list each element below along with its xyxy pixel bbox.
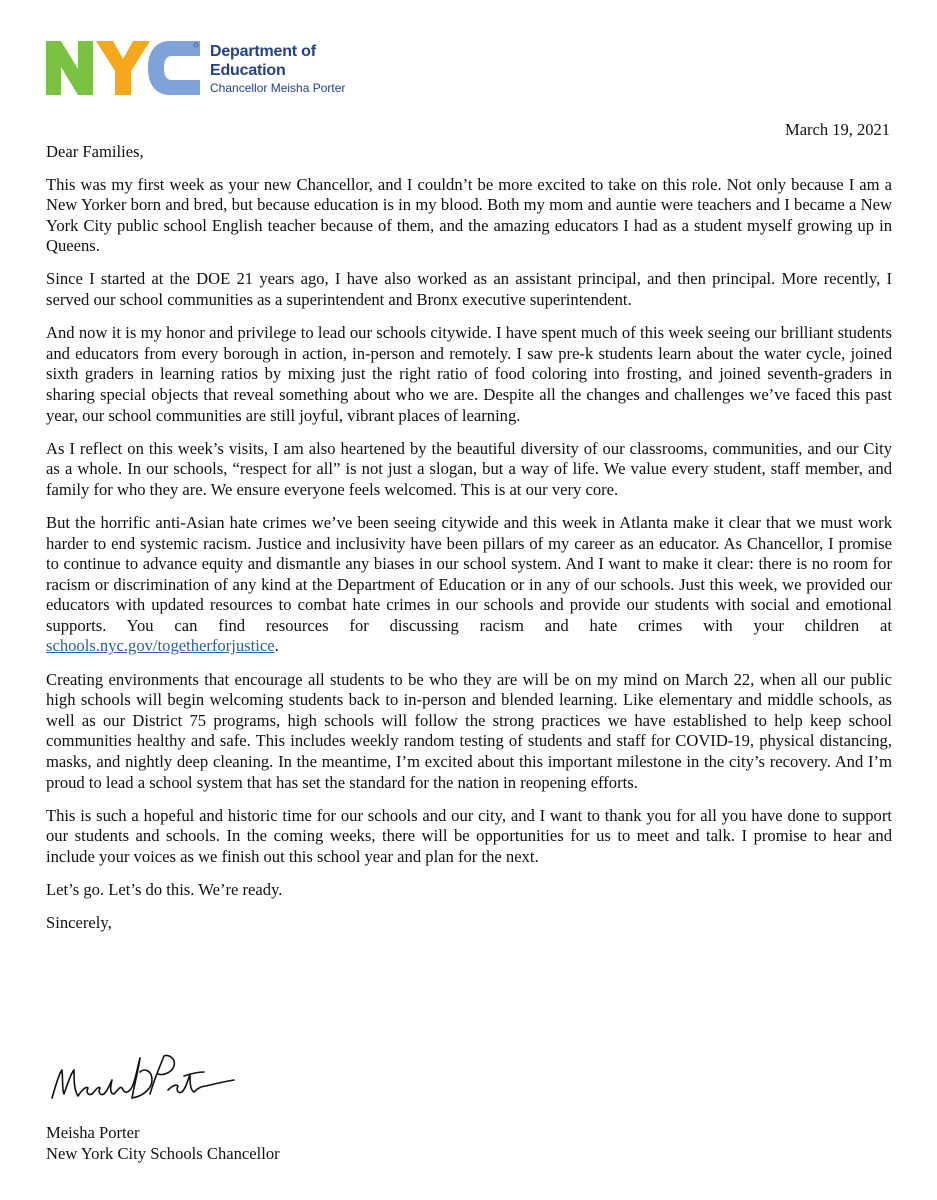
closing: Sincerely, bbox=[46, 913, 112, 932]
signer-name: Meisha Porter bbox=[46, 1123, 140, 1142]
paragraph-2: Since I started at the DOE 21 years ago, I have also worked as an assistant principal, and then principal. More recently, I served our school communities as a superintendent and Bronx executive superintendent. bbox=[46, 269, 892, 310]
paragraph-5 bbox=[46, 513, 892, 657]
paragraph-4: As I reflect on this week’s visits, I am also heartened by the beautiful diversity of our classrooms, communities, and our City as a whole. In our schools, “respect for all” is not just a slogan, but a way of life. We value every student, staff member, and family for who they are. We ensure everyone feels welcomed. This is at our very core. bbox=[46, 438, 892, 499]
paragraph-7: This is such a hopeful and historic time for our schools and our city, and I want to thank you for all you have done to support our students and schools. In the coming weeks, there will be opportunities for us to meet and talk. I promise to hear and include your voices as we finish out this school year and plan for the next. bbox=[46, 805, 892, 866]
nyc-doe-logo bbox=[46, 41, 200, 95]
paragraph-5-end: . bbox=[274, 636, 279, 656]
paragraph-5-text: But the horrific anti-Asian hate crimes we’ve been seeing citywide and this week in Atlanta make it clear that we must work harder to end systemic racism. Justice and inclusivity have been pillars of my career as an educator. As Chancellor, I promise to continue to advance equity and dismantle any biases in our school system. And I want to make it clear: there is no room for racism or discrimination of any kind at the Department of Education or in any of our schools. Just this week, we provided our educators with updated resources to combat hate crimes in our schools and provide our students with social and emotional supports. You can find resources for discussing racism and hate crimes with your children at bbox=[46, 512, 892, 635]
department-name bbox=[210, 42, 345, 96]
paragraph-3: And now it is my honor and privilege to lead our schools citywide. I have spent much of this week seeing our brilliant students and educators from every borough in action, in-person and remotely. I saw pre-k students learn about the water cycle, joined sixth graders in learning ratios by mixing just the right ratio of food coloring into frosting, and joined seventh-graders in sharing special objects that reveal something about who we are. Despite all the changes and challenges we’ve faced this past year, our school communities are still joyful, vibrant places of learning. bbox=[46, 323, 892, 425]
paragraph-1: This was my first week as your new Chancellor, and I couldn’t be more excited to take on this role. Not only because I am a New Yorker born and bred, but because education is in my blood. Both my mom and auntie were teachers and I became a New York City public school English teacher because of them, and the amazing educators I had as a student myself growing up in Queens. bbox=[46, 174, 892, 256]
letter-body bbox=[46, 142, 892, 946]
signature-block bbox=[46, 1122, 280, 1164]
paragraph-6: Creating environments that encourage all students to be who they are will be on my mind on March 22, when all our public high schools will begin welcoming students back to in-person and blended learning. Like elementary and middle schools, as well as our District 75 programs, high schools will follow the strong practices we have established to help keep school communities healthy and safe. This includes weekly random testing of students and staff for COVID-19, physical distancing, masks, and nightly deep cleaning. In the meantime, I’m excited about this important milestone in the city’s recovery. And I’m proud to lead a school system that has set the standard for the nation in reopening efforts. bbox=[46, 669, 892, 792]
signer-title: New York City Schools Chancellor bbox=[46, 1144, 280, 1163]
salutation: Dear Families, bbox=[46, 142, 144, 161]
nyc-logo-icon bbox=[46, 41, 200, 95]
letter-date: March 19, 2021 bbox=[785, 120, 890, 139]
dept-line-1: Department of bbox=[210, 43, 316, 60]
handwritten-signature bbox=[48, 1050, 238, 1118]
togetherforjustice-link[interactable]: schools.nyc.gov/togetherforjustice bbox=[46, 636, 275, 656]
dept-line-3: Chancellor Meisha Porter bbox=[210, 81, 346, 95]
paragraph-8: Let’s go. Let’s do this. We’re ready. bbox=[46, 879, 283, 899]
letterhead bbox=[46, 41, 386, 97]
dept-line-2: Education bbox=[210, 62, 286, 79]
signature-icon bbox=[48, 1050, 238, 1118]
